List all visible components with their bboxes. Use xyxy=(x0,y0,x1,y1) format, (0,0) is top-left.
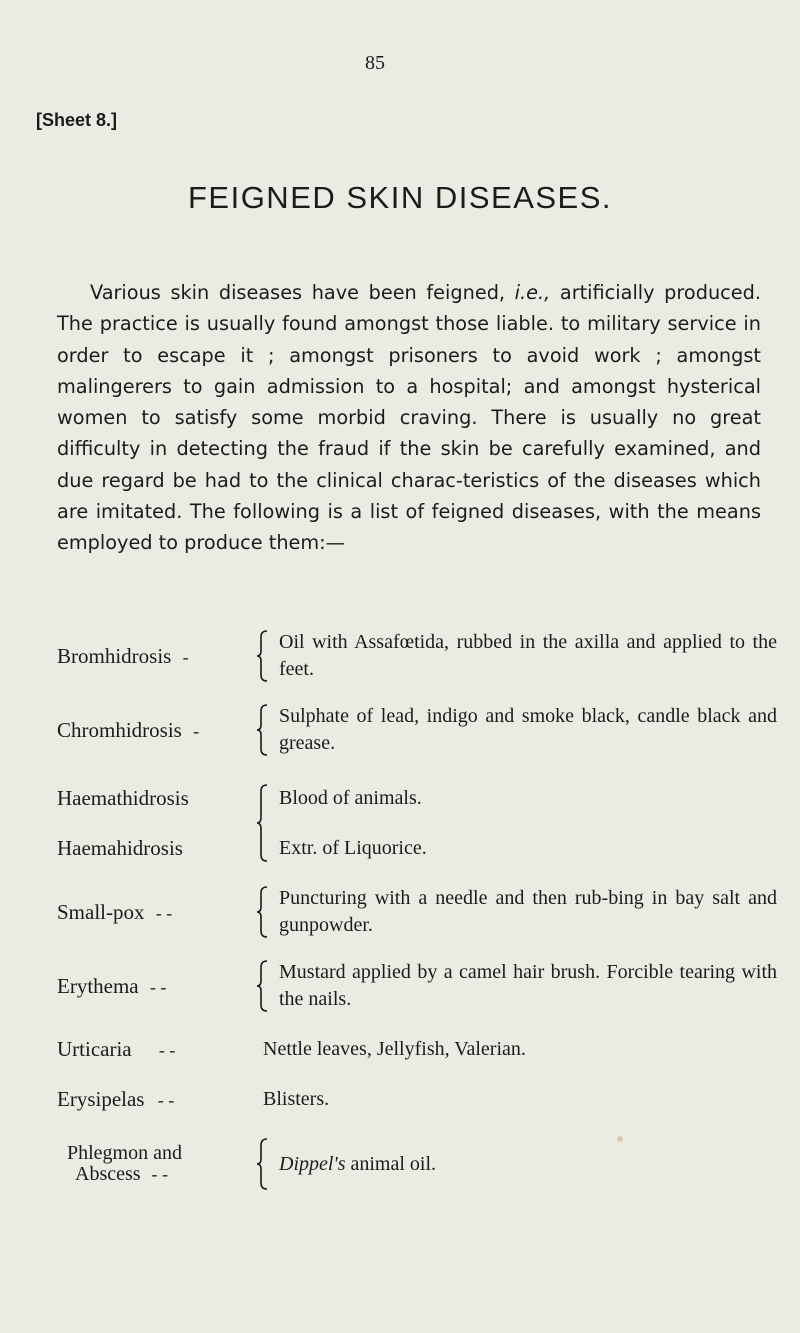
brace-icon xyxy=(255,703,269,757)
brace-icon xyxy=(255,629,269,683)
disease-name: Bromhidrosis - xyxy=(57,643,189,668)
disease-means: Extr. of Liquorice. xyxy=(279,837,427,859)
disease-name: Haemahidrosis xyxy=(57,836,183,860)
disease-means: Blood of animals. xyxy=(279,787,422,809)
list-item-pair xyxy=(57,773,777,873)
intro-text-2: artificially produced. The practice is usually found amongst those liable. to military service in order to escape it ; amongst prisoners to avoid work ; amongst malingerers to gain admission to a hospital; and amongst hysterical women to satisfy some morbid craving. There is usually no great difficulty in detecting the fraud if the skin be carefully examined, and due regard be had to the clinical charac-teristics of the diseases which are imitated. The following is a list of feigned diseases, with the means employed to produce them:— xyxy=(57,281,761,555)
disease-name: Urticaria - - xyxy=(57,1036,176,1061)
disease-name: Haemathidrosis xyxy=(57,786,189,810)
intro-paragraph xyxy=(57,277,761,559)
disease-means: Sulphate of lead, indigo and smoke black, candle black and grease. xyxy=(279,705,777,754)
brace-icon xyxy=(255,773,269,873)
intro-text-1: Various skin diseases have been feigned, xyxy=(90,281,515,304)
brace-icon xyxy=(255,885,269,939)
feigned-disease-list xyxy=(57,625,777,1195)
disease-means: Oil with Assafœtida, rubbed in the axilla and applied to the feet. xyxy=(279,631,777,680)
disease-means: Blisters. xyxy=(263,1087,330,1110)
disease-means: Mustard applied by a camel hair brush. Forcible tearing with the nails. xyxy=(279,961,777,1010)
page-number: 85 xyxy=(365,52,385,74)
paper-speck xyxy=(617,1136,623,1142)
page-title: FEIGNED SKIN DISEASES. xyxy=(187,180,613,215)
brace-icon xyxy=(255,959,269,1013)
disease-means-group xyxy=(279,773,427,873)
disease-name: Chromhidrosis - xyxy=(57,717,200,742)
intro-abbrev: i.e., xyxy=(514,281,551,304)
disease-means: Puncturing with a needle and then rub-bing in bay salt and gunpowder. xyxy=(279,887,777,936)
disease-means: Dippel's animal oil. xyxy=(279,1152,437,1175)
disease-name: Small-pox - - xyxy=(57,899,173,924)
disease-name: Erythema - - xyxy=(57,973,167,998)
list-item xyxy=(57,1029,777,1069)
list-item xyxy=(57,955,777,1017)
sheet-label: [Sheet 8.] xyxy=(36,110,118,130)
disease-name: Phlegmon and Abscess - - xyxy=(67,1142,182,1185)
disease-name: Erysipelas - - xyxy=(57,1086,175,1111)
list-item xyxy=(57,699,777,761)
list-item xyxy=(57,625,777,687)
disease-means: Nettle leaves, Jellyfish, Valerian. xyxy=(263,1037,526,1060)
list-item xyxy=(57,1133,777,1195)
disease-names xyxy=(57,773,253,873)
list-item xyxy=(57,881,777,943)
brace-icon xyxy=(255,1137,269,1191)
list-item xyxy=(57,1079,777,1119)
